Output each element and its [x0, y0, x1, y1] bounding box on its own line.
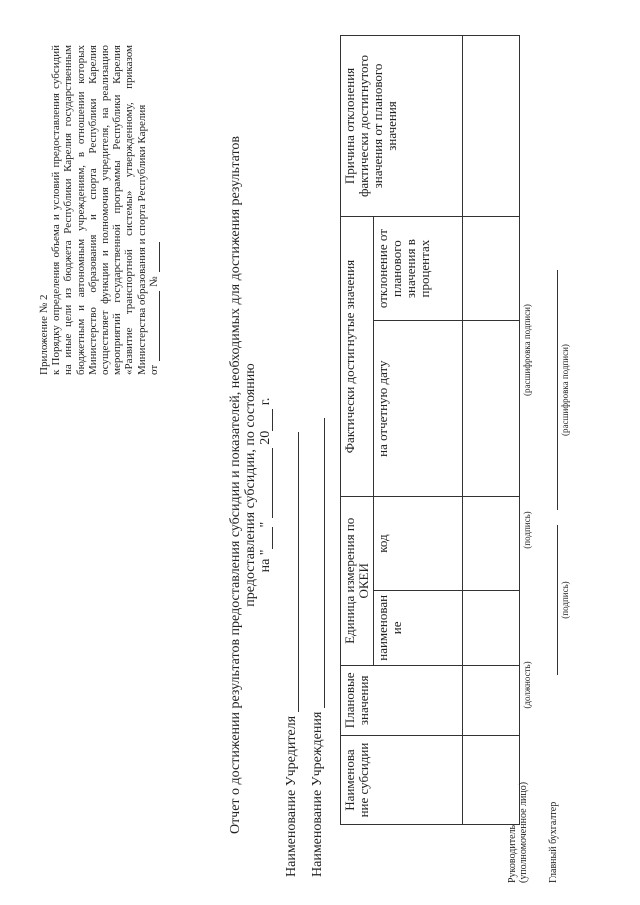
appendix-number-row: [148, 45, 160, 375]
year-prefix: 20: [258, 430, 273, 445]
appendix-body: к Порядку определения объема и условий предоставления субсидий на иные цели из бюджета Республики Карелия государственным бюджетным и автономным учреждениям, в отношении которых Министерство образования и спорта Республики Карелия осуществляет функции и полномочия учредителя, на реализацию мероприятий государственной программы Республики Карелия «Развитие транспортной системы» утвержденному, приказом Министерства образования и спорта Республики Карелия: [50, 45, 148, 375]
date-blank: [148, 291, 160, 361]
table-cell[interactable]: [463, 591, 520, 665]
report-title-line2: предоставления субсидии, по состоянию: [243, 363, 258, 607]
number-blank: [148, 242, 160, 272]
report-title: [228, 105, 258, 865]
header-actual-date: на отчетную дату: [374, 321, 463, 497]
month-blank: [259, 448, 273, 518]
table-cell[interactable]: [463, 497, 520, 591]
header-reason: Причина отклонения фактически достигнутого значения от планового значения: [341, 36, 463, 217]
table-header-row-1: [341, 36, 374, 825]
table-cell[interactable]: [463, 36, 520, 217]
table-row: [463, 36, 520, 825]
head-signature-line: [519, 460, 520, 600]
institution-row: [310, 418, 325, 877]
header-unit-code: код: [374, 497, 463, 591]
header-actual-deviation: отклонение от планового значения в процентах: [374, 216, 463, 320]
founder-label: Наименование Учредителя: [284, 715, 299, 877]
table-cell[interactable]: [463, 216, 520, 320]
day-blank: [259, 527, 273, 549]
head-position-line: [519, 615, 520, 755]
year-blank: [259, 409, 273, 431]
number-label: №: [147, 276, 160, 287]
accountant-signature-caption: (подпись): [560, 581, 570, 619]
accountant-signature-line: [557, 525, 558, 675]
table-cell[interactable]: [463, 665, 520, 736]
report-date-line: [258, 105, 273, 865]
header-subsidy: Наименова ние субсидии: [341, 736, 463, 825]
header-unit-name: наименован ие: [374, 591, 463, 665]
accountant-label: Главный бухгалтер: [548, 801, 559, 883]
header-plan: Плановые значения: [341, 665, 463, 736]
head-decode-caption: (расшифровка подписи): [522, 304, 532, 396]
date-quote: ": [258, 521, 273, 528]
institution-blank: [311, 418, 325, 708]
founder-blank: [285, 432, 299, 712]
accountant-decode-caption: (расшифровка подписи): [560, 344, 570, 436]
founder-row: [284, 432, 299, 877]
head-decode-line: [519, 250, 520, 450]
head-label-1: Руководитель: [507, 824, 518, 883]
head-label-2: (уполномоченное лицо): [518, 781, 529, 883]
header-actual: Фактически достигнутые значения: [341, 216, 374, 496]
table-cell[interactable]: [463, 321, 520, 497]
appendix-title: Приложение № 2: [38, 294, 50, 375]
position-caption: (должность): [522, 661, 532, 709]
appendix-header: [38, 45, 160, 375]
from-label: от: [147, 364, 160, 375]
date-on-label: на ": [258, 549, 273, 573]
header-unit: Единица измерения по ОКЕИ: [341, 497, 374, 665]
head-label: [507, 782, 529, 883]
head-signature-caption: (подпись): [522, 511, 532, 549]
report-title-line1: Отчет о достижении результатов предоставления субсидии и показателей, необходимых для достижения результатов: [228, 135, 243, 835]
institution-label: Наименование Учреждения: [310, 711, 325, 877]
accountant-decode-line: [557, 270, 558, 510]
report-table: [340, 35, 520, 825]
year-suffix: г.: [258, 397, 273, 406]
